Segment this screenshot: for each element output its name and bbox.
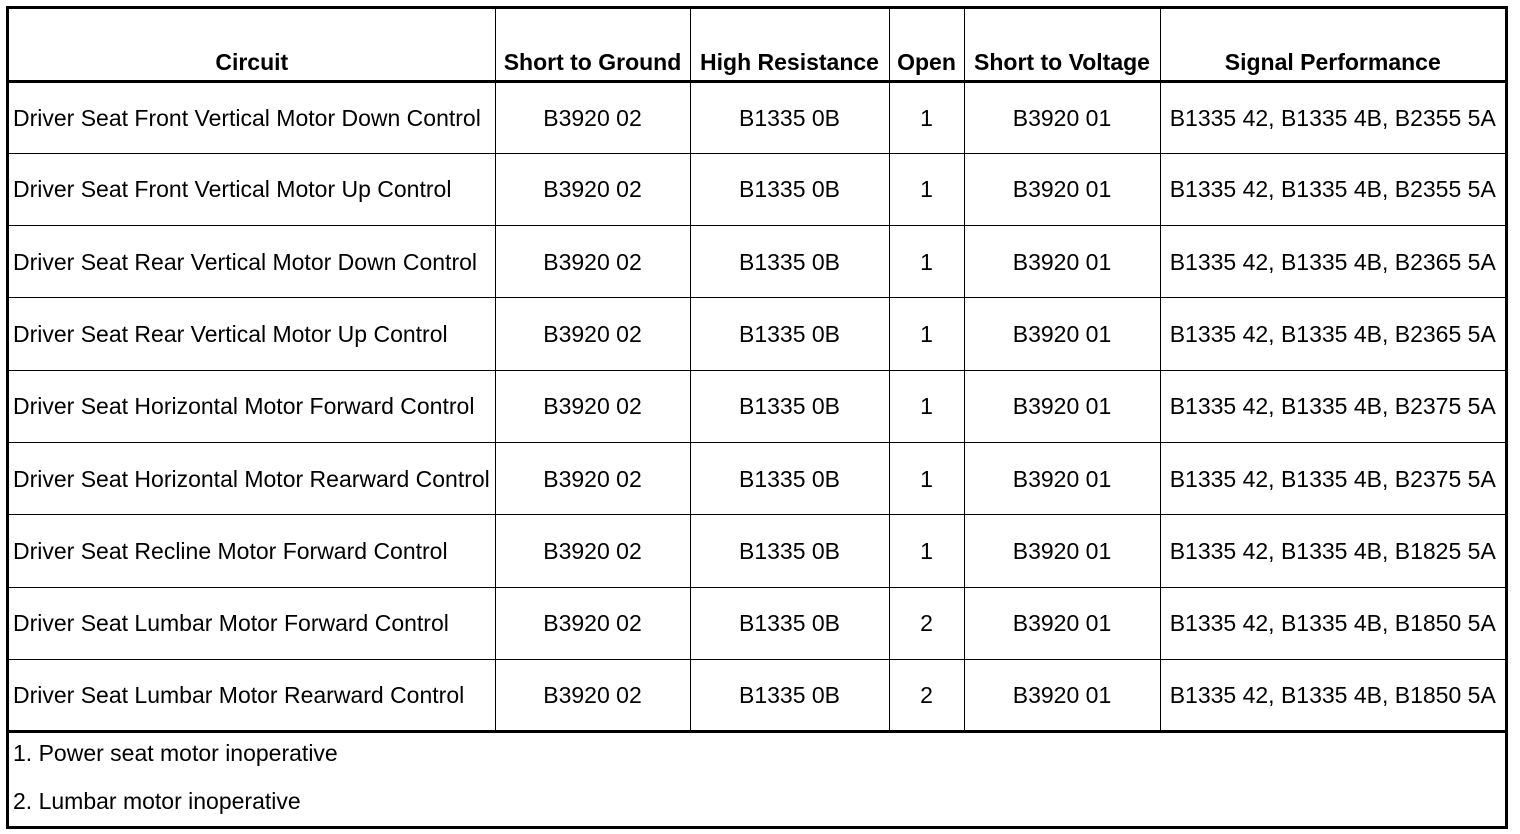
cell-signal-performance: B1335 42, B1335 4B, B1825 5A xyxy=(1160,515,1505,587)
table-header xyxy=(9,9,1505,81)
cell-circuit: Driver Seat Rear Vertical Motor Down Control xyxy=(9,226,495,298)
cell-short-to-ground: B3920 02 xyxy=(495,370,690,442)
cell-signal-performance: B1335 42, B1335 4B, B2355 5A xyxy=(1160,153,1505,225)
table-row xyxy=(9,587,1505,659)
header-short-to-voltage: Short to Voltage xyxy=(964,9,1160,81)
header-open: Open xyxy=(889,9,964,81)
circuit-table-frame xyxy=(6,6,1508,829)
cell-open: 1 xyxy=(889,515,964,587)
cell-high-resistance: B1335 0B xyxy=(690,659,889,731)
table-row xyxy=(9,370,1505,442)
cell-open: 1 xyxy=(889,298,964,370)
cell-short-to-ground: B3920 02 xyxy=(495,515,690,587)
cell-short-to-voltage: B3920 01 xyxy=(964,515,1160,587)
cell-open: 1 xyxy=(889,370,964,442)
cell-open: 2 xyxy=(889,659,964,731)
cell-high-resistance: B1335 0B xyxy=(690,370,889,442)
cell-high-resistance: B1335 0B xyxy=(690,153,889,225)
table-row xyxy=(9,226,1505,298)
cell-circuit: Driver Seat Lumbar Motor Forward Control xyxy=(9,587,495,659)
header-short-to-ground: Short to Ground xyxy=(495,9,690,81)
header-high-resistance: High Resistance xyxy=(690,9,889,81)
cell-circuit: Driver Seat Front Vertical Motor Up Control xyxy=(9,153,495,225)
cell-high-resistance: B1335 0B xyxy=(690,226,889,298)
cell-signal-performance: B1335 42, B1335 4B, B1850 5A xyxy=(1160,659,1505,731)
cell-short-to-ground: B3920 02 xyxy=(495,587,690,659)
cell-short-to-voltage: B3920 01 xyxy=(964,370,1160,442)
cell-short-to-ground: B3920 02 xyxy=(495,81,690,153)
cell-high-resistance: B1335 0B xyxy=(690,587,889,659)
cell-circuit: Driver Seat Lumbar Motor Rearward Control xyxy=(9,659,495,731)
cell-short-to-ground: B3920 02 xyxy=(495,226,690,298)
cell-signal-performance: B1335 42, B1335 4B, B2375 5A xyxy=(1160,442,1505,514)
cell-short-to-voltage: B3920 01 xyxy=(964,226,1160,298)
cell-short-to-voltage: B3920 01 xyxy=(964,153,1160,225)
cell-short-to-voltage: B3920 01 xyxy=(964,442,1160,514)
cell-open: 1 xyxy=(889,226,964,298)
header-signal-performance: Signal Performance xyxy=(1160,9,1505,81)
cell-open: 2 xyxy=(889,587,964,659)
cell-open: 1 xyxy=(889,81,964,153)
cell-signal-performance: B1335 42, B1335 4B, B2365 5A xyxy=(1160,298,1505,370)
table-row xyxy=(9,442,1505,514)
cell-circuit: Driver Seat Rear Vertical Motor Up Control xyxy=(9,298,495,370)
cell-high-resistance: B1335 0B xyxy=(690,81,889,153)
cell-short-to-ground: B3920 02 xyxy=(495,153,690,225)
cell-circuit: Driver Seat Front Vertical Motor Down Control xyxy=(9,81,495,153)
cell-short-to-ground: B3920 02 xyxy=(495,298,690,370)
cell-high-resistance: B1335 0B xyxy=(690,298,889,370)
cell-open: 1 xyxy=(889,153,964,225)
circuit-fault-table xyxy=(9,9,1505,733)
cell-high-resistance: B1335 0B xyxy=(690,515,889,587)
cell-circuit: Driver Seat Horizontal Motor Rearward Control xyxy=(9,442,495,514)
cell-signal-performance: B1335 42, B1335 4B, B2365 5A xyxy=(1160,226,1505,298)
cell-open: 1 xyxy=(889,442,964,514)
cell-circuit: Driver Seat Horizontal Motor Forward Control xyxy=(9,370,495,442)
cell-short-to-ground: B3920 02 xyxy=(495,659,690,731)
cell-signal-performance: B1335 42, B1335 4B, B1850 5A xyxy=(1160,587,1505,659)
cell-signal-performance: B1335 42, B1335 4B, B2375 5A xyxy=(1160,370,1505,442)
header-circuit: Circuit xyxy=(9,9,495,81)
cell-signal-performance: B1335 42, B1335 4B, B2355 5A xyxy=(1160,81,1505,153)
header-row xyxy=(9,9,1505,81)
table-footnotes xyxy=(9,733,1505,829)
cell-short-to-voltage: B3920 01 xyxy=(964,587,1160,659)
table-row xyxy=(9,81,1505,153)
table-body xyxy=(9,81,1505,732)
table-row xyxy=(9,298,1505,370)
cell-short-to-ground: B3920 02 xyxy=(495,442,690,514)
cell-short-to-voltage: B3920 01 xyxy=(964,298,1160,370)
table-row xyxy=(9,515,1505,587)
table-row xyxy=(9,153,1505,225)
cell-short-to-voltage: B3920 01 xyxy=(964,659,1160,731)
footnote-2: 2. Lumbar motor inoperative xyxy=(13,788,301,815)
cell-short-to-voltage: B3920 01 xyxy=(964,81,1160,153)
cell-circuit: Driver Seat Recline Motor Forward Control xyxy=(9,515,495,587)
table-row xyxy=(9,659,1505,731)
footnote-1: 1. Power seat motor inoperative xyxy=(13,740,338,767)
cell-high-resistance: B1335 0B xyxy=(690,442,889,514)
